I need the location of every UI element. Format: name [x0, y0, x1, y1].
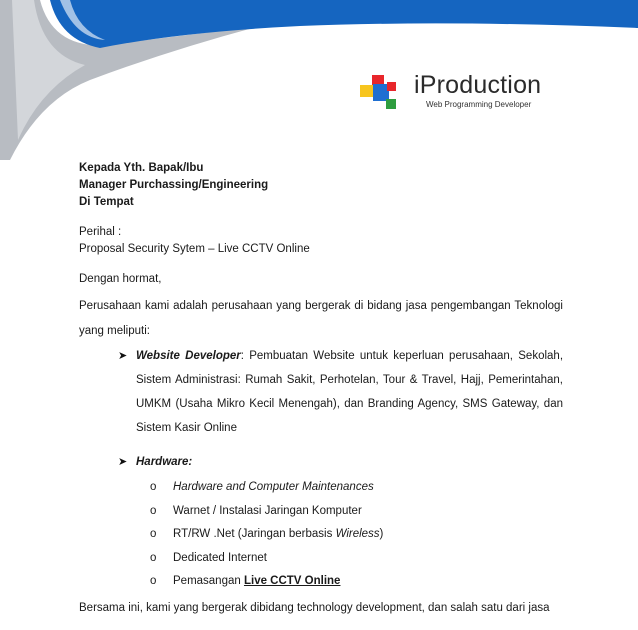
hardware-item-cctv: o Pemasangan Live CCTV Online — [136, 570, 563, 594]
hardware-item-maintenance: o Hardware and Computer Maintenances — [136, 476, 563, 500]
circle-bullet-icon: o — [150, 528, 157, 540]
intro-paragraph: Perusahaan kami adalah perusahaan yang bergerak di bidang jasa pengembangan Teknologi yang meliputi: — [79, 300, 563, 337]
service-list — [79, 344, 563, 594]
recipient-line-2: Manager Purchassing/Engineering — [79, 179, 269, 191]
circle-bullet-icon: o — [150, 481, 157, 493]
service-website-text — [136, 344, 563, 440]
subject-text: Proposal Security Sytem – Live CCTV Online — [79, 243, 310, 255]
service-website-term: Website Developer — [136, 350, 241, 362]
circle-bullet-icon: o — [150, 504, 157, 517]
closing-paragraph: Bersama ini, kami yang bergerak dibidang technology development, dan salah satu dari jasa — [79, 602, 550, 614]
service-hardware-term: Hardware: — [136, 456, 193, 468]
circle-bullet-icon: o — [150, 551, 157, 564]
recipient-line-3: Di Tempat — [79, 196, 134, 208]
logo-title: iProduction — [414, 71, 542, 99]
circle-bullet-icon: o — [150, 575, 157, 587]
service-hardware — [79, 450, 563, 594]
arrow-bullet-icon: ➤ — [118, 350, 128, 362]
hardware-item-warnet: o Warnet / Instalasi Jaringan Komputer — [136, 500, 563, 524]
blue-band — [50, 0, 638, 48]
hardware-item-rtrw: o RT/RW .Net (Jaringan berbasis Wireless) — [136, 523, 563, 547]
subject-label: Perihal : — [79, 226, 122, 238]
service-website-desc: : Pembuatan Website untuk keperluan perusahaan, Sekolah, Sistem Administrasi: Rumah Sakit, Perhotelan, Tour & Travel, Hajj, Pemerintahan, UMKM (Usaha Mikro Kecil Menengah), dan Branding Agency, SMS Gateway, dan Sistem Kasir Online — [136, 350, 564, 434]
greeting: Dengan hormat, — [79, 273, 162, 285]
service-website — [79, 344, 563, 440]
hardware-sub-list — [136, 476, 563, 594]
cctv-link[interactable]: Live CCTV Online — [243, 575, 341, 587]
hardware-item-dedicated: o Dedicated Internet — [136, 547, 563, 571]
arrow-bullet-icon: ➤ — [118, 456, 128, 468]
logo-tagline: Web Programming Developer — [426, 100, 532, 109]
recipient-line-1: Kepada Yth. Bapak/Ibu — [79, 162, 204, 174]
letter-body — [79, 160, 563, 594]
company-logo — [358, 73, 568, 117]
logo-squares-icon — [358, 73, 402, 113]
